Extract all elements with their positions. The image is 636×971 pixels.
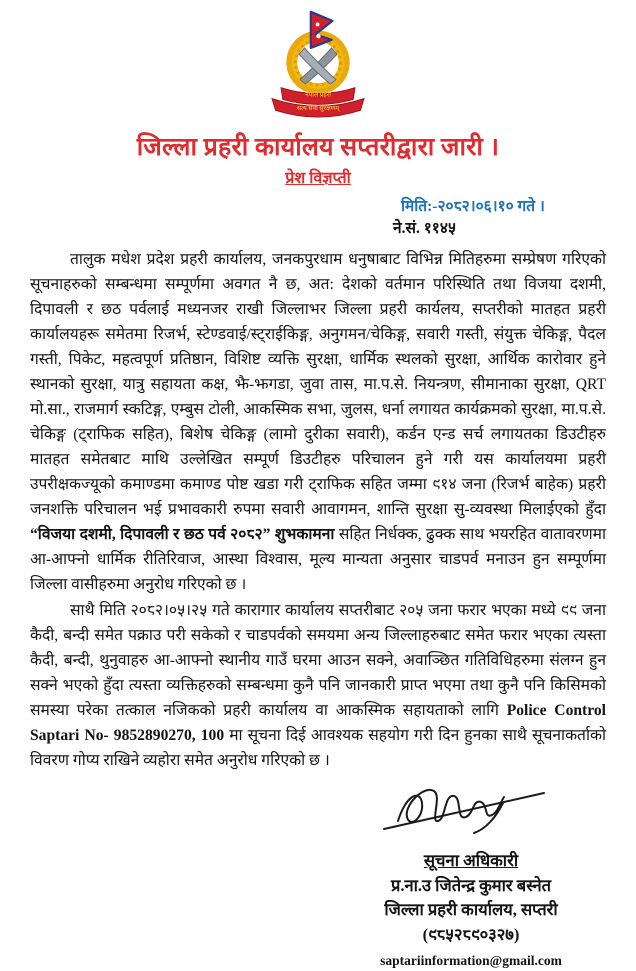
body-paragraph-2	[30, 598, 606, 773]
para1-bold-festival: “विजया दशमी, दिपावली र छठ पर्व २०८२” शुभकामना	[30, 525, 335, 543]
signature-block	[336, 777, 606, 971]
signer-name: प्र.ना.उ जितेन्द्र कुमार बस्नेत	[390, 875, 552, 895]
para2-text: साथै मिति २०८२।०५।२५ गते कारागार कार्यालय सप्तरीबाट २०५ जना फरार भएका मध्ये ९९ जना कैदी, बन्दी समेत पक्राउ परी सकेको र चाडपर्वको समयमा अन्य जिल्लाहरुबाट समेत फरार भएका त्यस्ता कैदी, बन्दी, थुनुवाहरु आ-आफ्नो स्थानीय गाउँ घरमा आउन सक्ने, अवाञ्छित गतिविधिहरुमा संलग्न हुन सक्ने भएको हुँदा त्यस्ता व्यक्तिहरुको सम्बन्धमा कुनै पनि जानकारी प्राप्त भएमा तथा कुनै पनि किसिमको समस्या परेका तत्काल नजिकको प्रहरी कार्यालय वा आकस्मिक सहायताको लागि	[30, 601, 606, 719]
signer-email: saptariinformation@gmail.com	[380, 952, 562, 968]
para1-text-end: सहित निर्धक्क, ढुक्क साथ भयरहित वातावरणमा आ-आफ्नो धार्मिक रीतिरिवाज, आस्था विश्वास, मूल्य मान्यता अनुसार चाडपर्व मनाउन हुन सम्पूर्णमा जिल्ला वासीहरुमा अनुरोध गरिएको छ ।	[30, 525, 606, 593]
meta-block	[393, 196, 606, 241]
para1-text: तालुक मधेश प्रदेश प्रहरी कार्यालय, जनकपुरधाम धनुषाबाट विभिन्न मितिहरुमा सम्प्रेषण गरिएको सूचनाहरुको सम्बन्धमा सम्पूर्णमा अवगत नै छ, अत: देशको वर्तमान परिस्थिति तथा विजया दशमी, दिपावली र छठ पर्वलाई मध्यनजर राखी जिल्लाभर जिल्ला प्रहरी कार्यलय, सप्तरीको मातहत प्रहरी कार्यालयहरू समेतमा रिजर्भ, स्टेण्डवाई/स्ट्राईकिङ्ग, अनुगमन/चेकिङ्ग, सवारी गस्ती, संयुक्त चेकिङ्ग, पैदल गस्ती, पिकेट, महत्वपूर्ण प्रतिष्ठान, विशिष्ट व्यक्ति सुरक्षा, धार्मिक स्थलको सुरक्षा, आर्थिक कारोवार हुने स्थानको सुरक्षा, यात्रु सहायता कक्ष, झै-झगडा, जुवा तास, मा.प.से. नियन्त्रण, सीमानाका सुरक्षा, QRT मो.सा., राजमार्ग स्कटिङ्ग, एम्बुस टोली, आकस्मिक सभा, जुलस, धर्ना लगायत कार्यक्रमको सुरक्षा, मा.प.से. चेकिङ्ग (ट्राफिक सहित), बिशेष चेकिङ्ग (लामो दुरीका सवारी), कर्डन एन्ड सर्च लगायतका डिउटीहरु मातहत समेतबाट माथि उल्लेखित सम्पूर्ण डिउटीहरु परिचालन हुने गरी यस कार्यालयमा प्रहरी उपरीक्षकज्यूको कमाण्डमा कमाण्ड पोष्ट खडा गरी ट्राफिक सहित जम्मा ९१४ जना (रिजर्भ बाहेक) प्रहरी जनशक्ति परिचालन भई प्रभावकारी रुपमा सवारी आवागमन, शान्ति सुरक्षा सु-व्यवस्था मिलाईएको हुँदा	[30, 250, 606, 518]
body-paragraph-1	[30, 247, 606, 597]
nepal-police-emblem-icon	[259, 10, 377, 122]
document-body	[30, 247, 606, 773]
ref-number: ने.सं. ११४५	[393, 220, 456, 238]
emblem-ribbon-bottom-text: सत्य सेवा सुरक्षणम्	[296, 104, 340, 112]
press-release-subtitle: प्रेश विज्ञप्ती	[285, 170, 351, 187]
handwritten-signature-icon	[376, 777, 566, 839]
date-line: मिति:-२०८२।०६।१० गते ।	[401, 198, 545, 215]
signer-phone: (९८५२८९०३२७)	[422, 925, 520, 945]
para2-text-end: मा सूचना दिई आवश्यक सहयोग गरी दिन हुनका साथै सूचनाकर्ताको विवरण गोप्य राखिने व्यहोरा समेत अनुरोध गरिएको छ ।	[30, 726, 606, 769]
signer-role: सूचना अधिकारी	[423, 850, 519, 870]
emblem-container	[30, 10, 606, 127]
emblem-ribbon-top-text: नेपाल प्रहरी	[305, 91, 331, 99]
para2-bold-police-control: Police Control Saptari No- 9852890270, 100	[30, 701, 606, 744]
page-title: जिल्ला प्रहरी कार्यालय सप्तरीद्वारा जारी ।	[136, 134, 500, 161]
signer-office: जिल्ला प्रहरी कार्यालय, सप्तरी	[384, 900, 558, 920]
